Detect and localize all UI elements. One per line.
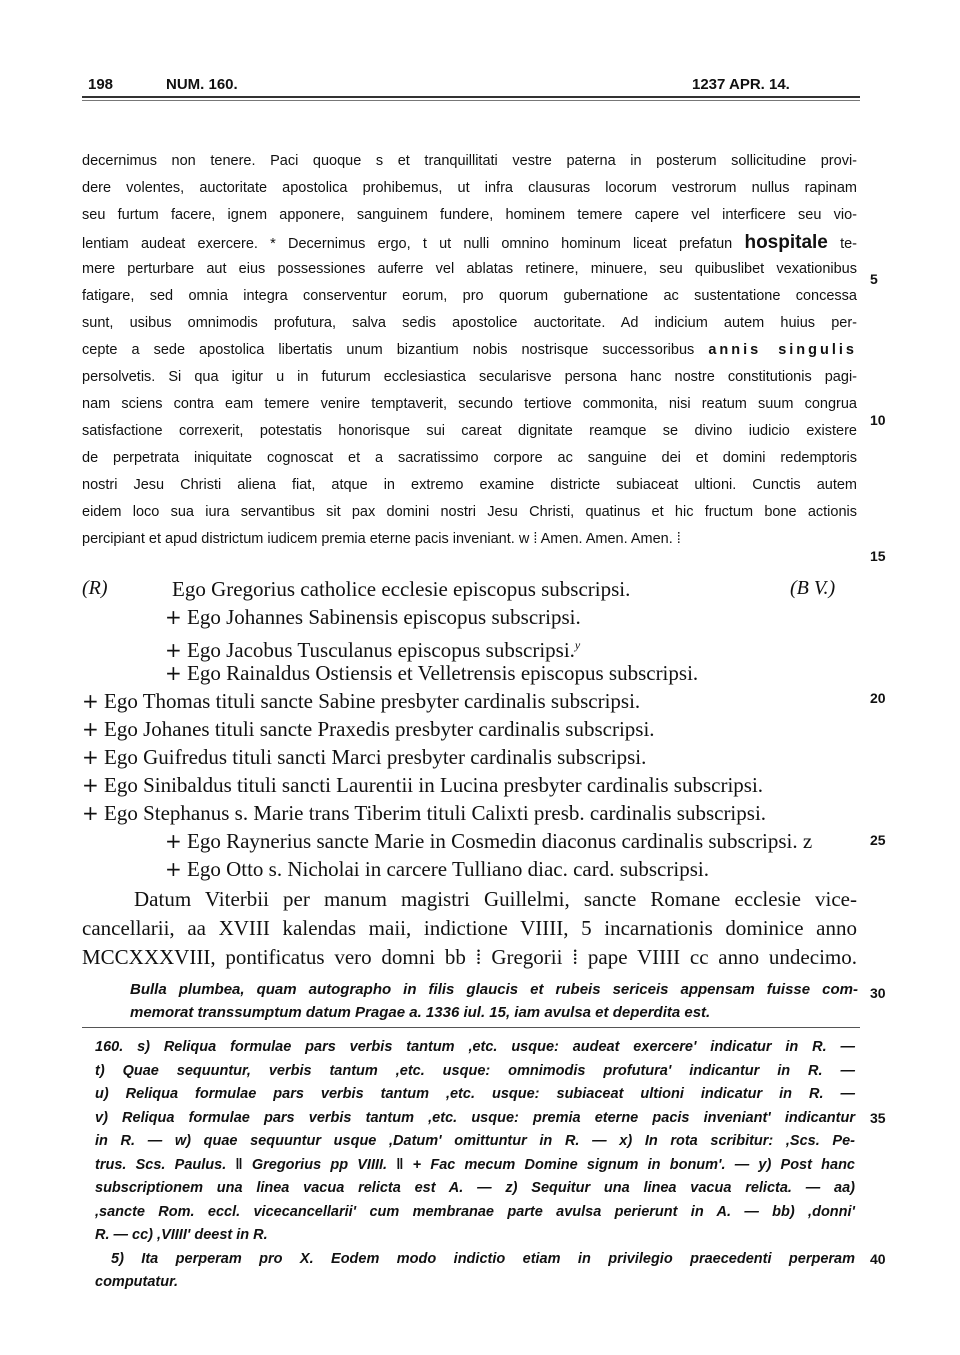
bene-valete-mark: (B V.) bbox=[790, 577, 836, 599]
body-text bbox=[82, 148, 857, 553]
signature-line bbox=[165, 827, 812, 855]
footnote-line: trus. Scs. Paulus. ‖ Gregorius pp VIIII. ‖ + Fac mecum Domine signum in bonum'. — y) Post hanc bbox=[95, 1156, 855, 1173]
footnotes bbox=[95, 1036, 855, 1295]
body-line: nam sciens contra eam temere venire temptaverit, secundo tertiove commonita, nisi reatum suum congrua bbox=[82, 396, 857, 412]
document-date: 1237 APR. 14. bbox=[692, 76, 790, 93]
body-line: mere perturbare aut eius possessiones auferre vel ablatas retinere, minuere, seu quibuslibet vexationibus bbox=[82, 261, 857, 277]
dating-line: MCCXXXVIII, pontificatus vero domni bb ⁞ Gregorii ⁞ pape VIIII cc anno undecimo. bbox=[82, 945, 857, 969]
cross-icon: + bbox=[82, 745, 99, 769]
footnote-line: subscriptionem una linea vacua relicta est A. — z) Sequitur una linea vacua relicta. — aa) bbox=[95, 1180, 855, 1196]
cross-icon: + bbox=[165, 857, 182, 881]
document-number: NUM. 160. bbox=[166, 76, 238, 93]
body-line: persolvetis. Si qua igitur u in futurum ecclesiastica secularisve persona hanc nostre constitutionis pagi- bbox=[82, 369, 857, 385]
margin-line-number: 30 bbox=[870, 985, 886, 1001]
cross-icon: + bbox=[165, 638, 182, 662]
body-line: satisfactione correxerit, potestatis honorisque sui careat dignitate reamque se divino iudicio existere bbox=[82, 423, 857, 439]
signature-text: Ego Guifredus tituli sancti Marci presbyter cardinalis subscripsi. bbox=[104, 745, 647, 769]
footnote-marker: y bbox=[574, 638, 581, 652]
cross-icon: + bbox=[82, 773, 99, 797]
footnote-line: 5) Ita perperam pro X. Eodem modo indictio etiam in privilegio praecedenti perperam bbox=[111, 1250, 855, 1267]
cross-icon: + bbox=[82, 717, 99, 741]
footnote-line: ,sancte Rom. eccl. vicecancellarii' cum membranae parte avulsa perierunt in A. — bb) ,donni' bbox=[95, 1203, 855, 1220]
header-rule bbox=[82, 96, 860, 98]
margin-line-number: 40 bbox=[870, 1251, 886, 1267]
cross-icon: + bbox=[165, 829, 182, 853]
dating-line: Datum Viterbii per manum magistri Guillelmi, sancte Romane ecclesie vice- bbox=[134, 887, 857, 911]
body-line: seu furtum facere, ignem apponere, sanguinem fundere, hominem temere capere vel interficere seu vio- bbox=[82, 207, 857, 223]
body-line: de perpetrata iniquitate cognoscat et a sacratissimo corpore ac sanguine dei et domini redemptoris bbox=[82, 450, 857, 466]
signature-line bbox=[82, 687, 640, 715]
signature-text: Ego Rainaldus Ostiensis et Velletrensis episcopus subscripsi. bbox=[187, 661, 699, 685]
running-header bbox=[82, 70, 860, 94]
margin-line-number: 35 bbox=[870, 1110, 886, 1126]
signature-line bbox=[165, 603, 581, 631]
footnote-line: t) Quae sequuntur, verbis tantum ,etc. usque: omnimodis profutura' indicantur in R. — bbox=[95, 1062, 855, 1079]
footnote-line: in R. — w) quae sequuntur usque ,Datum' omittuntur in R. — x) In rota scribitur: ,Scs. Pe- bbox=[95, 1133, 855, 1149]
page-number: 198 bbox=[88, 76, 114, 93]
body-line: percipiant et apud districtum iudicem premia eterne pacis inveniant. w ⁞ Amen. Amen. Amen. ⁞ bbox=[82, 531, 681, 547]
body-line-with-hospitale bbox=[82, 229, 857, 256]
body-line: decernimus non tenere. Paci quoque s et tranquillitati vestre paterna in posterum sollicitudine provi- bbox=[82, 153, 857, 169]
signature-line bbox=[82, 715, 655, 743]
footnote-rule bbox=[82, 1027, 860, 1028]
cross-icon: + bbox=[82, 801, 99, 825]
margin-line-number: 15 bbox=[870, 548, 886, 564]
body-line: nostri Jesu Christi aliena fiat, atque in extremo examine districte subiaceat ultioni. Cunctis autem bbox=[82, 477, 857, 493]
signature-text: Ego Raynerius sancte Marie in Cosmedin diaconus cardinalis subscripsi. z bbox=[187, 829, 813, 853]
signature-text: Ego Johannes Sabinensis episcopus subscripsi. bbox=[187, 605, 581, 629]
margin-line-number: 20 bbox=[870, 690, 886, 706]
hospitale-word: hospitale bbox=[744, 232, 828, 253]
signature-line bbox=[82, 743, 646, 771]
footnote-line: u) Reliqua formulae pars verbis tantum ,etc. usque: subiaceat ultioni indicatur in R. — bbox=[95, 1086, 855, 1102]
seal-description bbox=[130, 978, 858, 1024]
signature-line bbox=[82, 771, 763, 799]
signature-text: Ego Stephanus s. Marie trans Tiberim tituli Calixti presb. cardinalis subscripsi. bbox=[104, 801, 767, 825]
signature-line bbox=[172, 575, 630, 603]
signature-text: Ego Otto s. Nicholai in carcere Tulliano diac. card. subscripsi. bbox=[187, 857, 709, 881]
dating-clause bbox=[82, 885, 857, 972]
body-line: dere volentes, auctoritate apostolica prohibemus, ut infra clausuras locorum vestrorum nullus rapinam bbox=[82, 180, 857, 196]
signature-text: Ego Thomas tituli sancte Sabine presbyter cardinalis subscripsi. bbox=[104, 689, 641, 713]
footnote-line: v) Reliqua formulae pars verbis tantum ,etc. usque: premia eterne pacis inveniant' indicantur bbox=[95, 1109, 855, 1126]
body-line-text: lentiam audeat exercere. * Decernimus ergo, t ut nulli omnino hominum liceat prefatun bbox=[82, 236, 733, 252]
body-line: eidem loco sua iura servantibus sit pax domini nostri Jesu Christi, quatinus et hic fructum bone actionis bbox=[82, 504, 857, 520]
footnote-line: 160. s) Reliqua formulae pars verbis tantum ,etc. usque: audeat exercere' indicatur in R. — bbox=[95, 1039, 855, 1055]
seal-line: Bulla plumbea, quam autographo in filis glaucis et rubeis sericeis appensam fuisse com- bbox=[130, 981, 858, 998]
signature-line bbox=[165, 855, 709, 883]
body-line-text: cepte a sede apostolica libertatis unum bizantium nobis nostrisque successoribus bbox=[82, 342, 695, 358]
dating-line: cancellarii, aa XVIII kalendas maii, indictione VIIII, 5 incarnationis dominice anno bbox=[82, 916, 857, 940]
body-line: sunt, usibus omnimodis profutura, salva sedis apostolice auctoritate. Ad indicium autem huius per- bbox=[82, 315, 857, 331]
margin-line-number: 10 bbox=[870, 412, 886, 428]
signature-text: Ego Jacobus Tusculanus episcopus subscripsi. bbox=[187, 638, 575, 662]
signature-text: Ego Johanes tituli sancte Praxedis presbyter cardinalis subscripsi. bbox=[104, 717, 655, 741]
margin-line-number: 25 bbox=[870, 832, 886, 848]
cross-icon: + bbox=[165, 661, 182, 685]
footnote-line: computatur. bbox=[95, 1274, 178, 1290]
body-line-with-spaced bbox=[82, 337, 857, 364]
body-line-tail: te- bbox=[827, 236, 858, 252]
signature-text: Ego Sinibaldus tituli sancti Laurentii in Lucina presbyter cardinalis subscripsi. bbox=[104, 773, 764, 797]
rota-mark: (R) bbox=[82, 577, 108, 599]
footnote-line: R. — cc) ,VIIII' deest in R. bbox=[95, 1227, 268, 1243]
seal-line: memorat transsumptum datum Pragae a. 1336 iul. 15, iam avulsa et deperdita est. bbox=[130, 1004, 711, 1021]
cross-icon: + bbox=[82, 689, 99, 713]
signature-line bbox=[82, 799, 766, 827]
header-rule-thin bbox=[82, 100, 860, 101]
signature-line bbox=[165, 659, 698, 687]
cross-icon: + bbox=[165, 605, 182, 629]
annis-singulis: annis singulis bbox=[708, 342, 857, 358]
body-line: fatigare, sed omnia integra conserventur eorum, pro quorum gubernatione ac sustentatione concessa bbox=[82, 288, 857, 304]
signature-text: Ego Gregorius catholice ecclesie episcopus subscripsi. bbox=[172, 577, 631, 601]
signature-line bbox=[165, 631, 581, 662]
margin-line-number: 5 bbox=[870, 271, 878, 287]
